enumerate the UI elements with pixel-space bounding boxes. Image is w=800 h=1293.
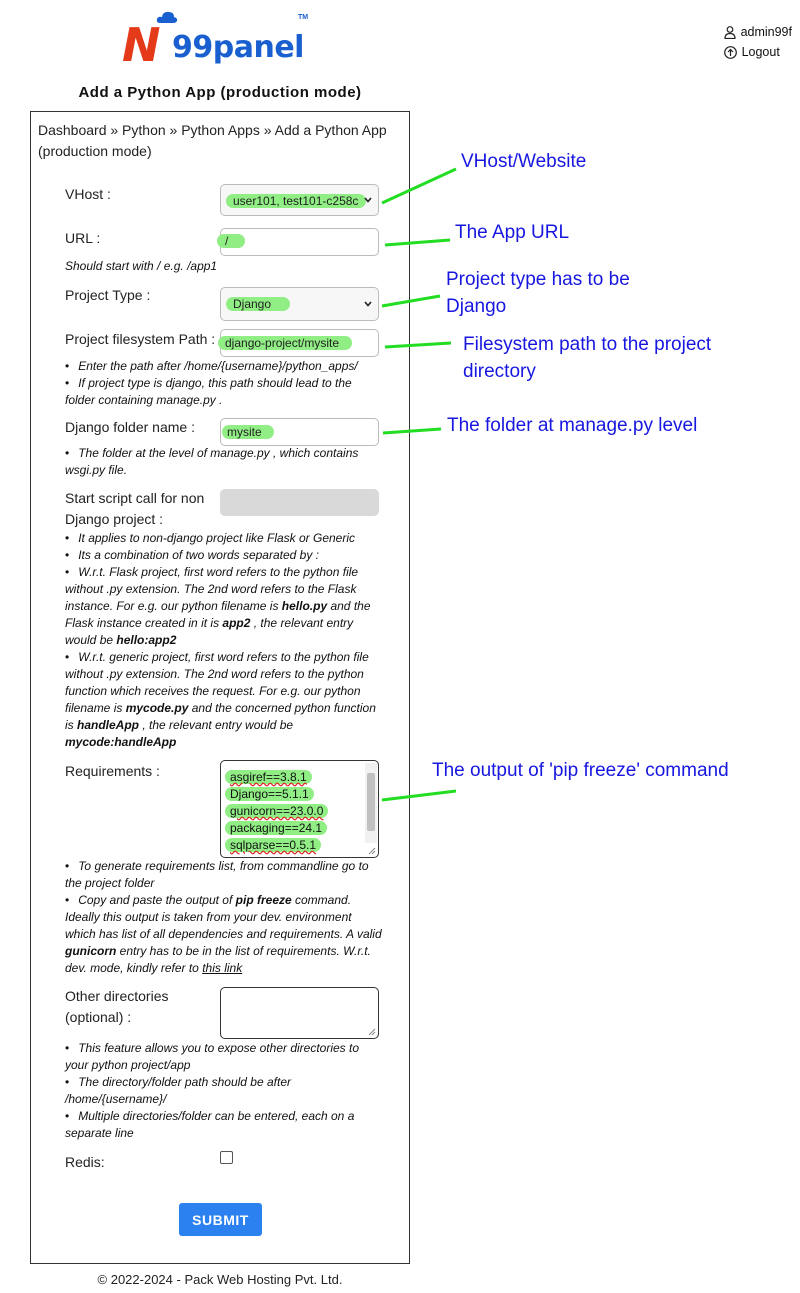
list-item: • This feature allows you to expose other directories to your python project/app [65, 1041, 360, 1072]
requirement-item: Django==5.1.1 [225, 787, 314, 801]
django-folder-help [65, 445, 383, 479]
other-dirs-help [65, 1040, 383, 1142]
logo-wordmark: 99panel [172, 30, 304, 65]
list-item: • W.r.t. Flask project, first word refers to the python file without .py extension. The 2nd word refers to the Flask instance. For e.g. our python filename is hello.py and the Flask instance created in it is app2 , the relevant entry would be hello:app2 [65, 565, 371, 647]
url-label: URL : [65, 230, 101, 246]
url-help: Should start with / e.g. /app1 [65, 259, 218, 273]
requirements-help [65, 858, 383, 977]
annotation-project-type: Project type has to be Django [446, 269, 630, 317]
logout-icon [724, 46, 737, 59]
footer-copyright: © 2022-2024 - Pack Web Hosting Pvt. Ltd. [97, 1272, 343, 1287]
requirement-item: gunicorn==23.0.0 [225, 804, 328, 818]
logo-mark: N [122, 18, 159, 72]
list-item: • It applies to non-django project like Flask or Generic [65, 531, 356, 545]
submit-button[interactable]: SUBMIT [179, 1203, 262, 1236]
list-item: • If project type is django, this path should lead to the folder containing manage.py . [65, 376, 352, 407]
redis-label: Redis: [65, 1154, 105, 1170]
django-folder-input[interactable] [220, 418, 379, 446]
user-icon [724, 26, 736, 39]
user-menu [724, 22, 792, 62]
brand-logo[interactable] [120, 10, 310, 70]
page-title: Add a Python App (production mode) [78, 84, 362, 101]
user-account[interactable] [724, 22, 792, 42]
trademark: TM [298, 14, 309, 21]
list-item: • W.r.t. generic project, first word refers to the python file without .py extension. The 2nd word refers to the python function which receives the request. For e.g. our python filename is mycode.py and the concerned python function is handleApp , the relevant entry would be mycode:handleApp [65, 650, 376, 749]
project-type-value: Django [226, 297, 290, 311]
logout-link[interactable] [724, 42, 792, 62]
start-script-help [65, 530, 383, 751]
fs-path-input[interactable] [220, 329, 379, 357]
breadcrumb: Dashboard » Python » Python Apps » Add a Python App (production mode) [38, 122, 387, 159]
resize-handle-icon[interactable] [368, 847, 376, 855]
requirements-label: Requirements : [65, 763, 160, 779]
other-dirs-textarea[interactable] [220, 987, 379, 1039]
url-input[interactable] [220, 228, 379, 256]
dev-mode-link[interactable]: this link [202, 961, 243, 975]
django-folder-value: mysite [222, 425, 274, 439]
start-script-input[interactable] [220, 489, 379, 516]
project-type-select[interactable] [220, 287, 379, 321]
logout-label: Logout [741, 45, 780, 59]
form-card [30, 111, 410, 1264]
resize-handle-icon[interactable] [368, 1028, 376, 1036]
start-script-label: Start script call for non Django project : [65, 490, 205, 527]
annotation-fs-path: Filesystem path to the project directory [463, 334, 712, 382]
list-item: • Multiple directories/folder can be entered, each on a separate line [65, 1109, 355, 1140]
fs-path-label: Project filesystem Path : [65, 331, 216, 347]
annotation-url: The App URL [455, 222, 570, 243]
list-item: • Enter the path after /home/{username}/python_apps/ [65, 359, 358, 373]
annotation-vhost: VHost/Website [461, 151, 587, 172]
username: admin99f [740, 25, 792, 39]
vhost-label: VHost : [65, 186, 111, 202]
fs-path-help [65, 358, 383, 409]
scrollbar[interactable] [365, 763, 377, 843]
list-item: • The directory/folder path should be after /home/{username}/ [65, 1075, 291, 1106]
scrollbar-thumb[interactable] [367, 773, 375, 831]
cloud-icon [156, 10, 178, 24]
redis-checkbox[interactable] [220, 1151, 233, 1164]
django-folder-label: Django folder name : [65, 419, 195, 435]
requirement-item: sqlparse==0.5.1 [225, 838, 321, 852]
chevron-down-icon [364, 300, 372, 308]
url-value: / [217, 234, 245, 248]
vhost-select[interactable] [220, 184, 379, 216]
other-dirs-label: Other directories (optional) : [65, 988, 169, 1025]
fs-path-value: django-project/mysite [218, 336, 352, 350]
vhost-value: user101, test101-c258c [226, 194, 366, 208]
list-item: • Copy and paste the output of pip freeze command. Ideally this output is taken from your dev. environment which has list of all dependencies and requirements. A valid gunicorn entry has to be in the list of requirements. W.r.t. dev. mode, kindly refer to this link [65, 893, 382, 975]
list-item: • To generate requirements list, from commandline go to the project folder [65, 859, 369, 890]
list-item: • The folder at the level of manage.py , which contains wsgi.py file. [65, 446, 359, 477]
annotation-django-folder: The folder at manage.py level [447, 415, 698, 436]
project-type-label: Project Type : [65, 287, 151, 303]
chevron-down-icon [364, 196, 372, 204]
requirement-item: asgiref==3.8.1 [225, 770, 312, 784]
list-item: • Its a combination of two words separated by : [65, 548, 319, 562]
requirement-item: packaging==24.1 [225, 821, 327, 835]
annotation-requirements: The output of 'pip freeze' command [432, 760, 729, 781]
requirements-textarea[interactable] [220, 760, 379, 858]
